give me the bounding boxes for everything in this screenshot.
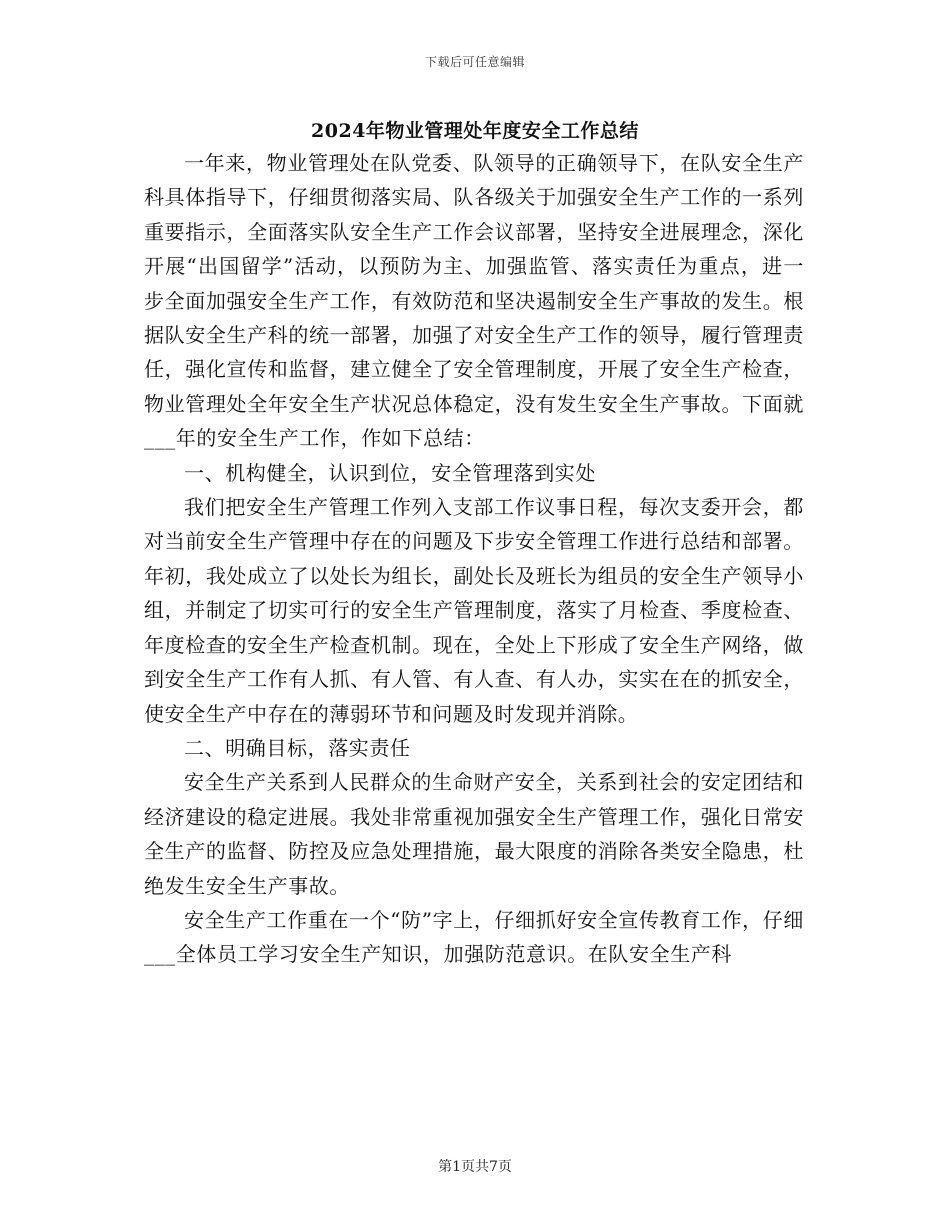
section-heading-1: 一、机构健全，认识到位，安全管理落到实处	[184, 460, 596, 485]
section-heading-2: 二、明确目标，落实责任	[184, 735, 411, 760]
paragraph-section-1: 我们把安全生产管理工作列入支部工作议事日程，每次支委开会，都对当前安全生产管理中存在的问题及下步安全管理工作进行总结和部署。年初，我处成立了以处长为组长，副处长及班长为组员的安全生产领导小组，并制定了切实可行的安全生产管理制度，落实了月检查、季度检查、年度检查的安全生产检查机制。现在，全处上下形成了安全生产网络，做到安全生产工作有人抓、有人管、有人查、有人办，实实在在的抓安全，使安全生产中存在的薄弱环节和问题及时发现并消除。	[144, 495, 804, 726]
document-title: 2024年物业管理处年度安全工作总结	[311, 120, 639, 142]
paragraph-section-2a: 安全生产关系到人民群众的生命财产安全，关系到社会的安定团结和经济建设的稳定进展。我处非常重视加强安全生产管理工作，强化日常安全生产的监督、防控及应急处理措施，最大限度的消除各类安全隐患，杜绝发生安全生产事故。	[144, 770, 804, 898]
paragraph-section-2b: 安全生产工作重在一个“防”字上，仔细抓好安全宣传教育工作，仔细___全体员工学习安全生产知识，加强防范意识。在队安全生产科	[144, 907, 804, 967]
paragraph-intro: 一年来，物业管理处在队党委、队领导的正确领导下，在队安全生产科具体指导下，仔细贯彻落实局、队各级关于加强安全生产工作的一系列重要指示，全面落实队安全生产工作会议部署，坚持安全进展理念，深化开展“出国留学”活动，以预防为主、加强监管、落实责任为重点，进一步全面加强安全生产工作，有效防范和坚决遏制安全生产事故的发生。根据队安全生产科的统一部署，加强了对安全生产工作的领导，履行管理责任，强化宣传和监督，建立健全了安全管理制度，开展了安全生产检查，物业管理处全年安全生产状况总体稳定，没有发生安全生产事故。下面就___年的安全生产工作，作如下总结：	[144, 151, 804, 451]
document-body	[144, 146, 804, 972]
page-number-footer: 第1页共7页	[438, 1159, 512, 1175]
header-note: 下载后可任意编辑	[424, 55, 525, 69]
